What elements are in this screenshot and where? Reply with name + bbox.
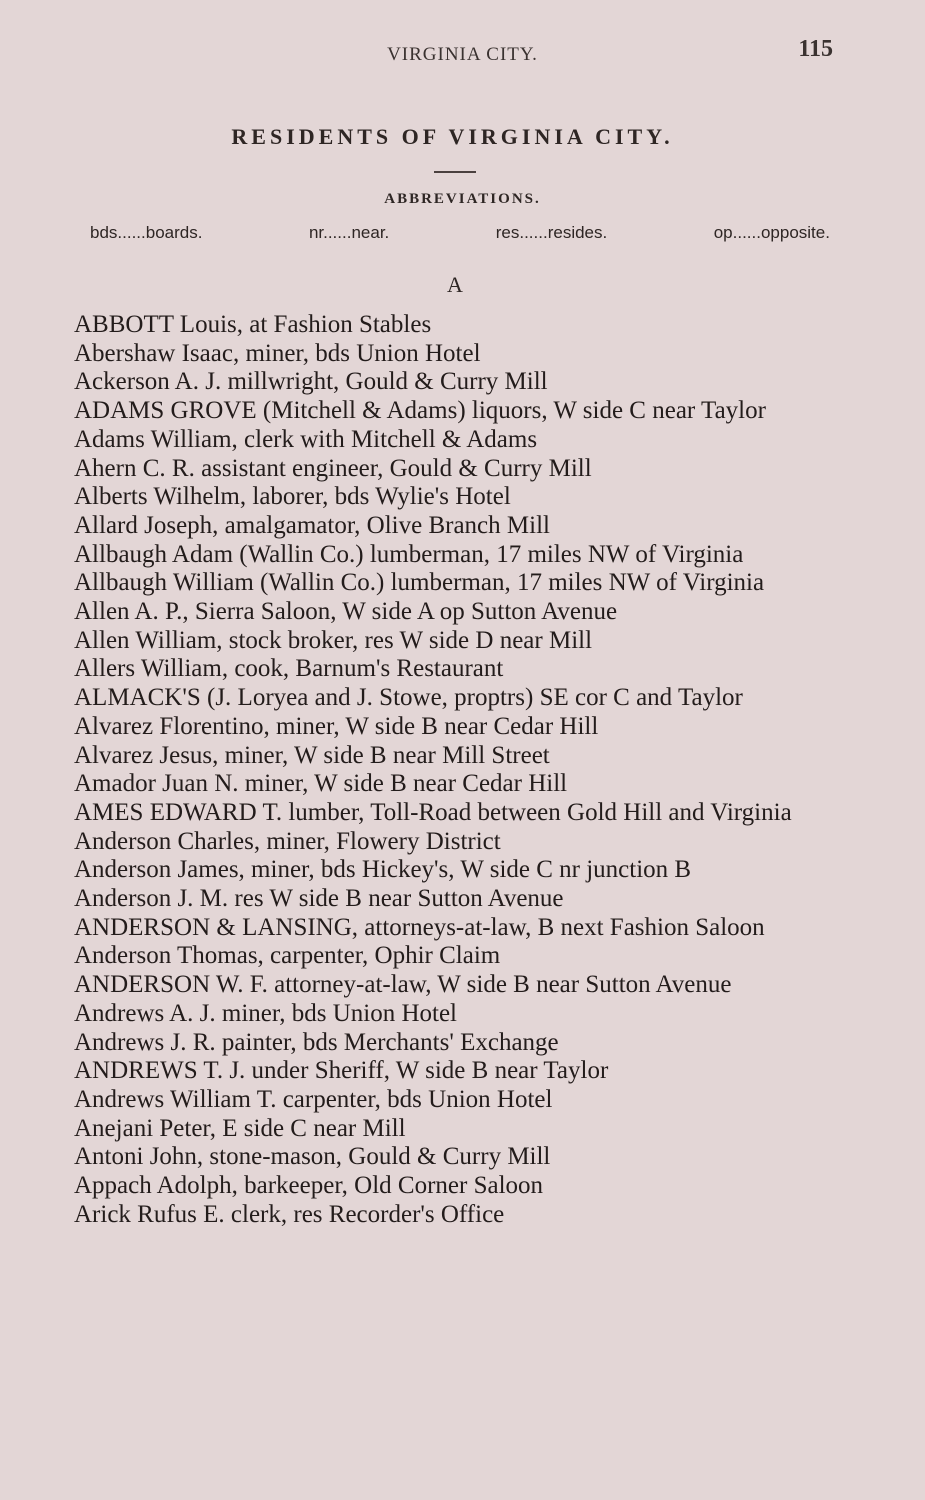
directory-entry: ANDERSON & LANSING, attorneys-at-law, B next Fashion Saloon: [74, 913, 765, 941]
directory-entry: Alvarez Florentino, miner, W side B near Cedar Hill: [74, 712, 599, 740]
abbreviations-heading: ABBREVIATIONS.: [384, 191, 541, 207]
directory-entry: Anderson James, miner, bds Hickey's, W side C nr junction B: [74, 856, 692, 884]
directory-entry: ABBOTT Louis, at Fashion Stables: [74, 311, 432, 338]
directory-entry: Allbaugh William (Wallin Co.) lumberman, 17 miles NW of Virginia: [74, 569, 765, 597]
abbreviation-item: res......resides.: [495, 223, 608, 242]
directory-entry: Amador Juan N. miner, W side B near Cedar Hill: [74, 770, 568, 798]
directory-entry: Adams William, clerk with Mitchell & Adams: [74, 425, 538, 453]
page-number: 115: [798, 36, 833, 62]
directory-entry: Andrews A. J. miner, bds Union Hotel: [74, 999, 457, 1027]
section-title: RESIDENTS OF VIRGINIA CITY.: [231, 124, 674, 149]
directory-entry: Arick Rufus E. clerk, res Recorder's Office: [74, 1200, 505, 1228]
abbreviation-item: op......opposite.: [713, 223, 830, 242]
directory-entry: Ahern C. R. assistant engineer, Gould & Curry Mill: [74, 454, 592, 482]
directory-entry: Appach Adolph, barkeeper, Old Corner Saloon: [74, 1172, 544, 1200]
directory-entry: Anderson J. M. res W side B near Sutton Avenue: [74, 885, 564, 913]
directory-entry: Anderson Charles, miner, Flowery District: [74, 827, 501, 855]
abbreviations-list: [90, 223, 830, 243]
directory-entry: AMES EDWARD T. lumber, Toll-Road between Gold Hill and Virginia: [74, 798, 792, 826]
directory-entry: Abershaw Isaac, miner, bds Union Hotel: [74, 339, 481, 367]
directory-entry: ANDERSON W. F. attorney-at-law, W side B near Sutton Avenue: [74, 971, 732, 999]
directory-entry: Andrews J. R. painter, bds Merchants' Exchange: [74, 1028, 559, 1056]
directory-entry: ANDREWS T. J. under Sheriff, W side B near Taylor: [74, 1057, 609, 1085]
letter-heading: A: [447, 272, 463, 297]
abbreviation-item: bds......boards.: [90, 223, 203, 242]
directory-entry: Anderson Thomas, carpenter, Ophir Claim: [74, 942, 501, 970]
abbreviation-item: nr......near.: [308, 223, 390, 242]
directory-entry: ALMACK'S (J. Loryea and J. Stowe, proptrs) SE cor C and Taylor: [74, 684, 743, 712]
directory-entry: Allbaugh Adam (Wallin Co.) lumberman, 17 miles NW of Virginia: [74, 540, 744, 568]
directory-entry: Alberts Wilhelm, laborer, bds Wylie's Hotel: [74, 483, 511, 511]
directory-entry: Allard Joseph, amalgamator, Olive Branch Mill: [74, 511, 550, 539]
directory-entry: Ackerson A. J. millwright, Gould & Curry Mill: [74, 368, 548, 396]
directory-entry: Antoni John, stone-mason, Gould & Curry Mill: [74, 1143, 551, 1171]
entry-list: [74, 311, 849, 1230]
directory-entry: Allen William, stock broker, res W side D near Mill: [74, 626, 593, 654]
running-title: VIRGINIA CITY.: [387, 44, 538, 65]
directory-entry: Alvarez Jesus, miner, W side B near Mill Street: [74, 741, 550, 769]
directory-entry: Andrews William T. carpenter, bds Union Hotel: [74, 1085, 553, 1113]
directory-entry: Anejani Peter, E side C near Mill: [74, 1114, 406, 1142]
directory-entry: ADAMS GROVE (Mitchell & Adams) liquors, W side C near Taylor: [74, 397, 766, 425]
directory-entry: Allen A. P., Sierra Saloon, W side A op Sutton Avenue: [74, 598, 618, 626]
divider-rule: [434, 171, 476, 173]
directory-entry: Allers William, cook, Barnum's Restaurant: [74, 655, 504, 683]
